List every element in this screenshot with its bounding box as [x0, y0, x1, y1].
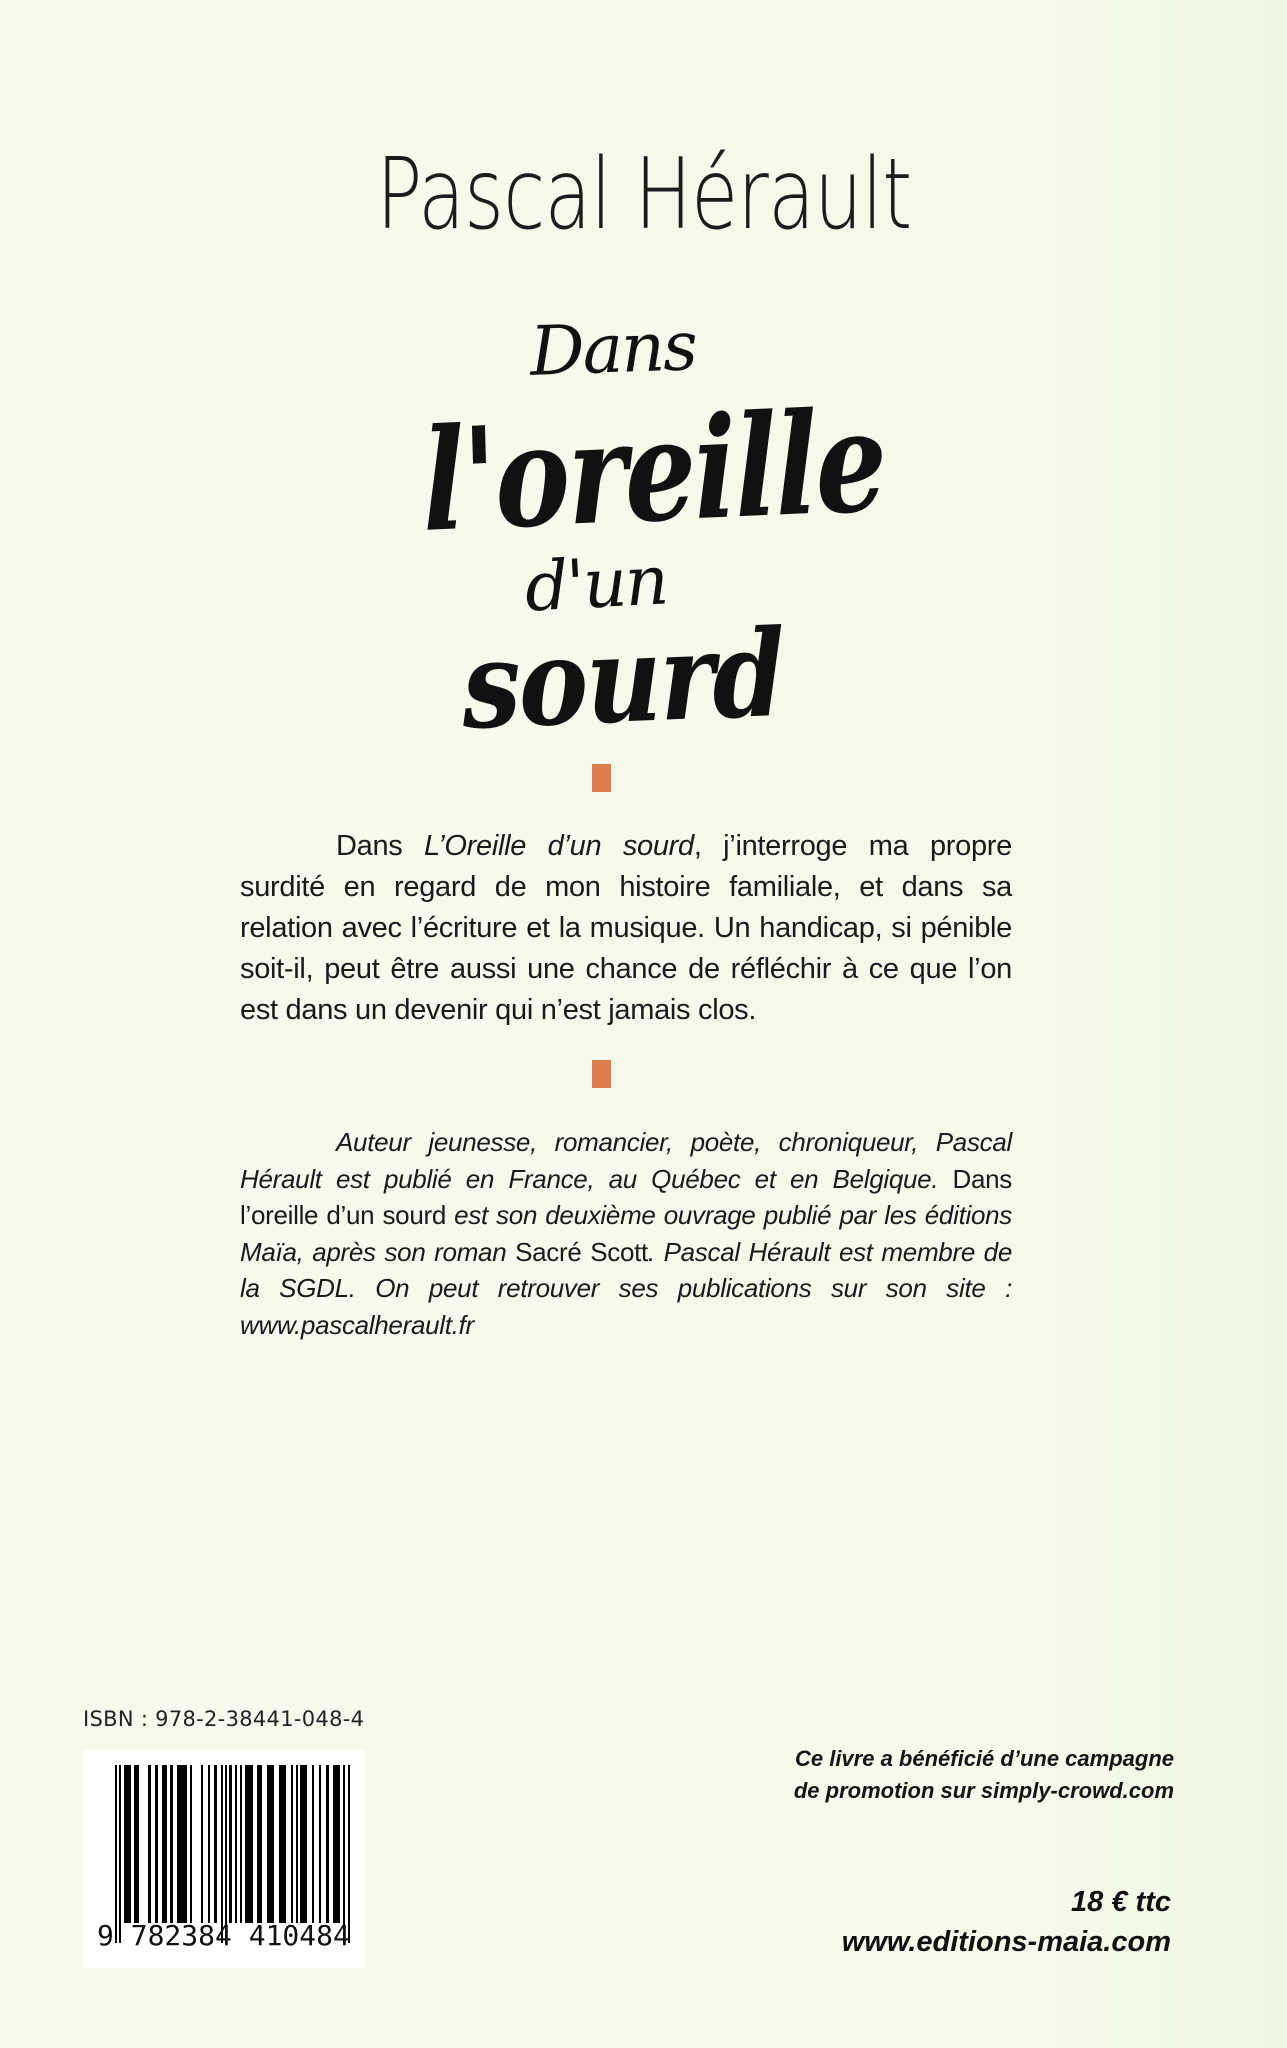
- orange-square-divider: [592, 764, 611, 792]
- title-line-2: l'oreille: [420, 379, 887, 564]
- bio-part-5: . Pascal Hérault est membre de la SGDL. On peut retrouver ses publications sur son site : www.pascalherault.fr: [240, 1236, 1012, 1340]
- author-bio: [240, 1124, 1012, 1343]
- summary-text: , j’interroge ma propre surdité en regard de mon histoire familiale, et dans sa relation avec l’écriture et la musique. Un handicap, si pénible soit-il, peut être aussi une chance de réfléchir à ce que l’on est dans un devenir qui n’est jamais clos.: [240, 830, 1012, 1026]
- summary-lead: Dans: [336, 830, 425, 862]
- author-name: Pascal Hérault: [376, 138, 912, 252]
- isbn-label: ISBN : 978-2-38441-048-4: [83, 1707, 365, 1731]
- promotion-note: [794, 1743, 1174, 1807]
- title-line-1: Dans: [528, 307, 698, 392]
- barcode-bars-icon: [115, 1765, 353, 1943]
- bio-part-4: Sacré Scott: [506, 1236, 648, 1267]
- price: 18 € ttc: [1071, 1886, 1171, 1918]
- title-line-4: sourd: [460, 602, 786, 757]
- promotion-line-1: Ce livre a bénéficié d’une campagne: [794, 1746, 1174, 1771]
- promotion-line-2: de promotion sur simply-crowd.com: [793, 1778, 1174, 1803]
- book-summary: [240, 826, 1012, 1031]
- summary-title-italic: L’Oreille d’un sourd: [424, 830, 694, 862]
- publisher-website: www.editions-maia.com: [841, 1926, 1171, 1958]
- bio-part-3: est son deuxième ouvrage publié par les éditions Maïa, après son roman: [240, 1200, 1012, 1267]
- orange-square-divider: [592, 1060, 611, 1088]
- barcode-digits: 9 782384 410484: [97, 1919, 350, 1952]
- title-line-3: d'un: [523, 541, 669, 628]
- book-title: [400, 305, 887, 757]
- bio-part-1: Auteur jeunesse, romancier, poète, chroniqueur, Pascal Hérault est publié en France, au Québec et en Belgique.: [240, 1127, 1012, 1194]
- bio-part-2: Dans l’oreille d’un sourd: [240, 1163, 1012, 1230]
- barcode: [83, 1750, 365, 1968]
